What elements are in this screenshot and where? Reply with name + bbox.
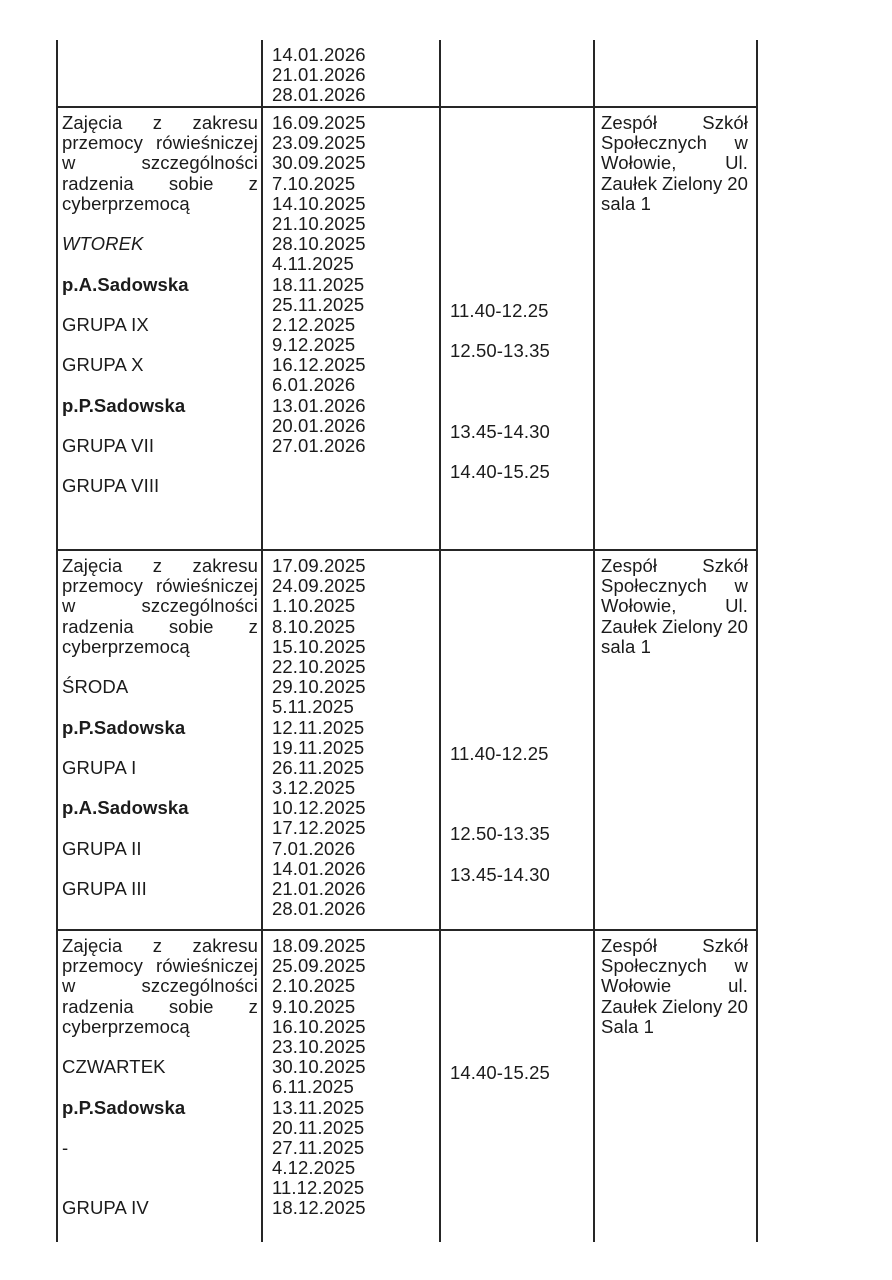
times-cell [439, 108, 593, 549]
dates-line: 19.11.2025 [272, 736, 365, 758]
dates-line: 27.01.2026 [272, 435, 366, 456]
dates-line: 25.11.2025 [272, 293, 365, 315]
dates-line: 6.01.2026 [272, 374, 356, 396]
dates-cell [261, 40, 439, 106]
location-line: Wołowie ul. [601, 975, 748, 997]
activity-line: GRUPA X [62, 354, 144, 376]
location-line: Sala 1 [601, 1015, 655, 1037]
blank-line [62, 295, 258, 315]
dates-line: 7.01.2026 [272, 837, 356, 859]
dates-line: 10.12.2025 [272, 797, 366, 819]
activity-line: p.P.Sadowska [62, 394, 186, 416]
activity-line: - [62, 1136, 69, 1158]
activity-cell [58, 108, 261, 549]
blank-line [450, 321, 593, 341]
dates-line: 14.01.2026 [272, 857, 366, 879]
dates-line: 3.12.2025 [272, 777, 356, 799]
location-line: Zaułek Zielony 20 [601, 615, 748, 637]
blank-line [450, 643, 593, 663]
dates-line: 29.10.2025 [272, 676, 366, 698]
location-line: sala 1 [601, 635, 651, 657]
dates-line: 2.12.2025 [272, 313, 356, 335]
activity-line: GRUPA VIII [62, 475, 160, 497]
blank-line [450, 139, 593, 159]
dates-line: 13.11.2025 [272, 1096, 365, 1118]
blank-line [450, 663, 593, 683]
blank-line [450, 962, 593, 982]
times-line: 12.50-13.35 [450, 823, 550, 845]
dates-line: 17.12.2025 [272, 817, 366, 839]
dates-line: 22.10.2025 [272, 655, 366, 677]
dates-line: 16.10.2025 [272, 1015, 366, 1037]
dates-line: 18.12.2025 [272, 1197, 366, 1219]
blank-line [450, 180, 593, 200]
location-cell [593, 40, 756, 106]
blank-line [450, 220, 593, 240]
activity-line: radzenia sobie z [62, 615, 258, 637]
blank-line [62, 1178, 258, 1198]
blank-line [450, 1003, 593, 1023]
activity-cell [58, 931, 261, 1242]
blank-line [450, 1023, 593, 1043]
times-line: 14.40-15.25 [450, 1062, 550, 1084]
blank-line [450, 804, 593, 824]
blank-line [450, 240, 593, 260]
location-line: Społecznych w [601, 955, 748, 977]
blank-line [450, 159, 593, 179]
location-line: Społecznych w [601, 575, 748, 597]
dates-line: 21.01.2026 [272, 878, 366, 899]
times-line: 12.50-13.35 [450, 340, 550, 362]
blank-line [450, 402, 593, 422]
activity-line: GRUPA IV [62, 1197, 149, 1219]
blank-line [450, 582, 593, 602]
dates-line: 9.10.2025 [272, 995, 356, 1017]
dates-line: 13.01.2026 [272, 394, 366, 416]
blank-line [62, 214, 258, 234]
times-cell [439, 551, 593, 929]
dates-line: 14.01.2026 [272, 44, 366, 65]
dates-line: 8.10.2025 [272, 615, 356, 637]
activity-line: przemocy rówieśniczej [62, 575, 258, 597]
dates-line: 28.01.2026 [272, 84, 366, 106]
times-line: 11.40-12.25 [450, 299, 549, 321]
dates-line: 6.11.2025 [272, 1076, 354, 1098]
location-line: Społecznych w [601, 132, 748, 154]
dates-line: 16.12.2025 [272, 354, 366, 376]
dates-line: 11.12.2025 [272, 1177, 365, 1199]
activity-line: Zajęcia z zakresu [62, 555, 258, 576]
activity-line: p.P.Sadowska [62, 1096, 186, 1118]
dates-line: 28.01.2026 [272, 898, 366, 920]
activity-line: ŚRODA [62, 676, 129, 698]
activity-line: radzenia sobie z [62, 172, 258, 194]
dates-line: 23.09.2025 [272, 132, 366, 154]
blank-line [62, 1118, 258, 1138]
blank-line [62, 416, 258, 436]
activity-cell [58, 40, 261, 106]
location-line: Wołowie, Ul. [601, 152, 748, 174]
blank-line [450, 562, 593, 582]
activity-line: w szczególności [62, 595, 258, 617]
activity-line: cyberprzemocą [62, 635, 190, 657]
blank-line [450, 724, 593, 744]
activity-line: p.P.Sadowska [62, 716, 186, 738]
dates-line: 4.12.2025 [272, 1157, 356, 1179]
activity-line: WTOREK [62, 233, 144, 255]
row-thursday-groups [58, 929, 756, 1242]
dates-line: 7.10.2025 [272, 172, 356, 194]
blank-line [450, 442, 593, 462]
dates-line: 20.11.2025 [272, 1116, 365, 1138]
blank-line [450, 623, 593, 643]
dates-line: 30.09.2025 [272, 152, 366, 174]
location-line: Zespół Szkół [601, 935, 748, 956]
dates-line: 17.09.2025 [272, 555, 366, 576]
blank-line [450, 784, 593, 804]
dates-line: 15.10.2025 [272, 635, 366, 657]
activity-line: GRUPA I [62, 756, 137, 778]
blank-line [62, 1037, 258, 1057]
dates-line: 21.01.2026 [272, 64, 366, 86]
dates-cell [261, 108, 439, 549]
activity-line: GRUPA II [62, 837, 142, 859]
row-previous-page-continuation [58, 40, 756, 106]
dates-line: 18.09.2025 [272, 935, 366, 956]
dates-line: 26.11.2025 [272, 756, 365, 778]
blank-line [62, 778, 258, 798]
activity-line: radzenia sobie z [62, 995, 258, 1017]
location-line: Zaułek Zielony 20 [601, 172, 748, 194]
activity-line: Zajęcia z zakresu [62, 112, 258, 133]
dates-line: 21.10.2025 [272, 212, 366, 234]
activity-line: GRUPA III [62, 878, 147, 899]
dates-line: 14.10.2025 [272, 192, 366, 214]
dates-line: 27.11.2025 [272, 1136, 365, 1158]
blank-line [450, 982, 593, 1002]
blank-line [450, 683, 593, 703]
blank-line [62, 697, 258, 717]
blank-line [450, 942, 593, 962]
location-line: Zespół Szkół [601, 555, 748, 576]
blank-line [450, 260, 593, 280]
dates-line: 16.09.2025 [272, 112, 366, 133]
blank-line [62, 657, 258, 677]
activity-line: GRUPA IX [62, 313, 149, 335]
dates-line: 1.10.2025 [272, 595, 356, 617]
blank-line [450, 1043, 593, 1063]
activity-line: p.A.Sadowska [62, 273, 189, 295]
blank-line [62, 1077, 258, 1097]
dates-line: 5.11.2025 [272, 696, 354, 718]
blank-line [62, 335, 258, 355]
times-line: 14.40-15.25 [450, 461, 550, 483]
activity-line: cyberprzemocą [62, 1015, 190, 1037]
dates-line: 23.10.2025 [272, 1035, 366, 1057]
blank-line [62, 375, 258, 395]
location-line: sala 1 [601, 192, 651, 214]
blank-line [62, 818, 258, 838]
activity-line: GRUPA VII [62, 435, 155, 456]
schedule-table [56, 40, 758, 1242]
location-line: Zaułek Zielony 20 [601, 995, 748, 1017]
blank-line [62, 859, 258, 879]
blank-line [450, 200, 593, 220]
dates-line: 4.11.2025 [272, 253, 354, 275]
blank-line [450, 764, 593, 784]
times-line: 13.45-14.30 [450, 863, 550, 885]
dates-line: 30.10.2025 [272, 1056, 366, 1078]
location-cell [593, 108, 756, 549]
dates-line: 20.01.2026 [272, 414, 366, 436]
dates-line: 24.09.2025 [272, 575, 366, 597]
dates-line: 2.10.2025 [272, 975, 356, 997]
blank-line [450, 602, 593, 622]
location-cell [593, 931, 756, 1242]
dates-line: 18.11.2025 [272, 273, 365, 295]
location-cell [593, 551, 756, 929]
activity-cell [58, 551, 261, 929]
blank-line [450, 703, 593, 723]
location-line: Wołowie, Ul. [601, 595, 748, 617]
blank-line [450, 119, 593, 139]
activity-line: cyberprzemocą [62, 192, 190, 214]
dates-line: 9.12.2025 [272, 334, 356, 356]
dates-cell [261, 931, 439, 1242]
times-cell [439, 931, 593, 1242]
blank-line [450, 281, 593, 301]
activity-line: w szczególności [62, 152, 258, 174]
blank-line [450, 361, 593, 381]
activity-line: Zajęcia z zakresu [62, 935, 258, 956]
activity-line: przemocy rówieśniczej [62, 955, 258, 977]
activity-line: przemocy rówieśniczej [62, 132, 258, 154]
dates-line: 28.10.2025 [272, 233, 366, 255]
blank-line [62, 738, 258, 758]
dates-line: 12.11.2025 [272, 716, 365, 738]
times-cell [439, 40, 593, 106]
times-line: 13.45-14.30 [450, 420, 550, 442]
blank-line [450, 381, 593, 401]
dates-line: 25.09.2025 [272, 955, 366, 977]
blank-line [62, 456, 258, 476]
row-tuesday-groups [58, 106, 756, 549]
blank-line [62, 254, 258, 274]
activity-line: CZWARTEK [62, 1056, 166, 1078]
activity-line: w szczególności [62, 975, 258, 997]
times-line: 11.40-12.25 [450, 742, 549, 764]
blank-line [450, 845, 593, 865]
row-wednesday-groups [58, 549, 756, 929]
dates-cell [261, 551, 439, 929]
blank-line [62, 1158, 258, 1178]
activity-line: p.A.Sadowska [62, 797, 189, 819]
location-line: Zespół Szkół [601, 112, 748, 133]
